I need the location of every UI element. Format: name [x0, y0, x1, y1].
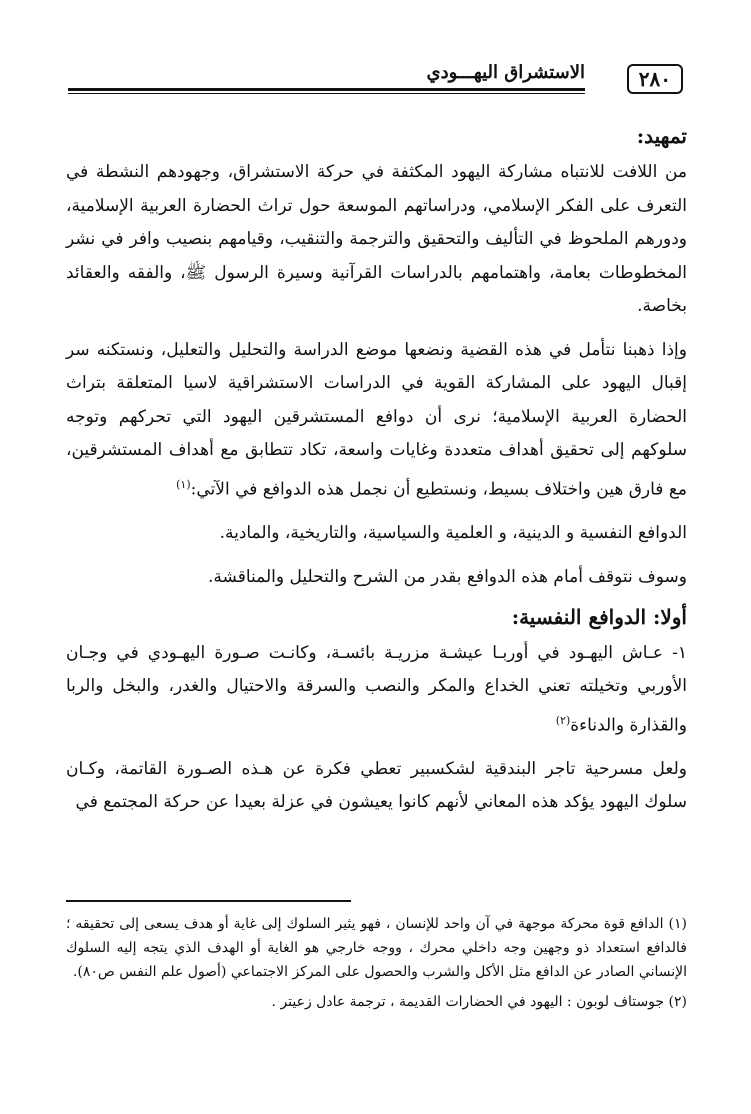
- running-header: [68, 58, 683, 98]
- section1-paragraph-1: [66, 637, 687, 743]
- header-rule-thin: [68, 93, 585, 94]
- intro-paragraph-1: من اللافت للانتباه مشاركة اليهود المكثفة في حركة الاستشراق، وجهودهم النشطة في التعرف على الفكر الإسلامي، ودراساتهم الموسعة حول تراث الحضارة العربية الإسلامية، ودورهم الملحوظ في التأليف والتحقيق والترجمة والتنقيب، وقيامهم بنصيب وافر في نشر المخطوطات بعامة، واهتمامهم بالدراسات القرآنية وسيرة الرسول ﷺ، والفقه والعقائد بخاصة.: [66, 162, 687, 316]
- footnote-2: (٢) جوستاف لوبون : اليهود في الحضارات القديمة ، ترجمة عادل زعيتر .: [271, 994, 687, 1010]
- motives-list: الدوافع النفسية و الدينية، و العلمية والسياسية، والتاريخية، والمادية.: [219, 522, 687, 543]
- footnote-ref-1: (١): [176, 477, 191, 491]
- section1-paragraph-1-text: ١- عـاش اليهـود في أوربـا عيشـة مزريـة بائسـة، وكانـت صـورة اليهـودي في وجـان الأوربي وتخيلته تعني الخداع والمكر والنصب والسرقة والاحتيال والغدر، والبخل والربا والقذارة والدناءة: [66, 642, 687, 736]
- footnote-1: (١) الدافع قوة محركة موجهة في آن واحد للإنسان ، فهو يثير السلوك إلى غاية أو هدف يسعى إلى تحقيقه ؛ فالدافع استعداد ذو وجهين وجه داخلي محرك ، ووجه خارجي هو الغاية أو الهدف الذي يتجه إليه السلوك الإنساني الصادر عن الدافع مثل الأكل والشرب والحصول على المركز الاجتماعي (أصول علم النفس ص٨٠).: [66, 916, 687, 980]
- header-rule: [68, 88, 585, 91]
- intro-paragraph-3: وسوف نتوقف أمام هذه الدوافع بقدر من الشرح والتحليل والمناقشة.: [208, 566, 687, 587]
- section-heading-psychological: أولا: الدوافع النفسية:: [511, 604, 687, 629]
- section1-paragraph-2: ولعل مسرحية تاجر البندقية لشكسبير تعطي فكرة عن هـذه الصـورة القاتمة، وكـان سلوك اليهود يؤكد هذه المعاني لأنهم كانوا يعيشون في عزلة بعيدا عن حركة المجتمع في: [66, 758, 687, 813]
- intro-paragraph-2-text: وإذا ذهبنا نتأمل في هذه القضية ونضعها موضع الدراسة والتحليل والتعليل، ونستكنه سر إقبال اليهود على المشاركة القوية في الدراسات الاستشراقية لاسيا المتعلقة بتراث الحضارة العربية الإسلامية؛ نرى أن دوافع المستشرقين اليهود التي تحركهم وتوجه سلوكهم إلى تحقيق أهداف متعددة وغايات واسعة، تكاد تتطابق مع أهداف المستشرقين، مع فارق هين واختلاف بسيط، ونستطيع أن نجمل هذه الدوافع في الآتي:: [66, 339, 687, 500]
- footnote-ref-2: (٢): [555, 713, 571, 727]
- page-number: ٢٨٠: [627, 64, 683, 94]
- intro-paragraph-2: [66, 334, 687, 507]
- page-body: [66, 124, 687, 830]
- footnotes: [66, 900, 687, 1018]
- footnote-rule: [66, 900, 351, 902]
- running-title: الاستشراق اليهـــودي: [426, 62, 585, 83]
- intro-heading: تمهيد:: [636, 124, 687, 148]
